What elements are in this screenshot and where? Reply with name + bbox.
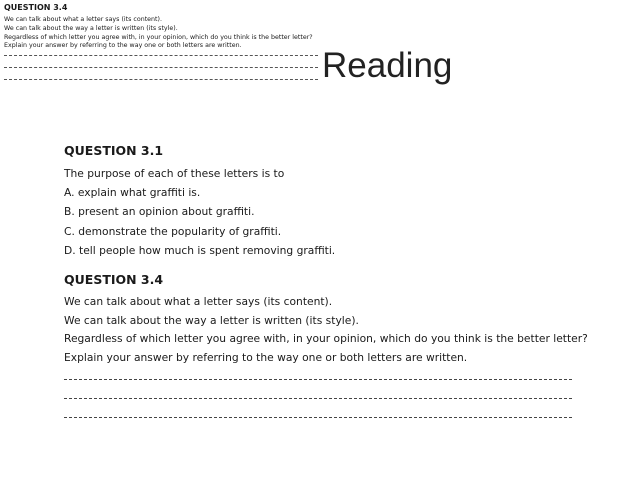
main-question-excerpt (64, 143, 588, 436)
answer-line (4, 79, 318, 91)
question-line: Explain your answer by referring to the way one or both letters are written. (64, 350, 468, 364)
question-line: We can talk about the way a letter is written (its style). (64, 313, 359, 327)
question-3-4-block (64, 272, 588, 436)
answer-option-b: B. present an opinion about graffiti. (64, 205, 255, 219)
answer-line (64, 398, 572, 417)
question-line: We can talk about what a letter says (its content). (4, 16, 162, 23)
question-stem: The purpose of each of these letters is to (64, 167, 285, 180)
answer-line (4, 67, 318, 79)
question-line: Explain your answer by referring to the way one or both letters are written. (4, 42, 242, 50)
question-line: We can talk about the way a letter is written (its style). (4, 24, 178, 32)
answer-option-d: D. tell people how much is spent removing graffiti. (64, 243, 336, 257)
answer-lines (4, 55, 318, 91)
slide-title: Reading (322, 46, 453, 85)
answer-line (64, 417, 572, 436)
question-line: We can talk about what a letter says (its content). (64, 295, 333, 309)
question-heading: QUESTION 3.4 (64, 272, 164, 288)
answer-lines (64, 379, 572, 436)
answer-option-c: C. demonstrate the popularity of graffiti. (64, 224, 282, 238)
answer-option-a: A. explain what graffiti is. (64, 186, 201, 200)
question-line: Regardless of which letter you agree with, in your opinion, which do you think is the better letter? (64, 332, 588, 346)
question-heading: QUESTION 3.4 (4, 3, 68, 12)
answer-line (64, 379, 572, 398)
question-line: Regardless of which letter you agree with, in your opinion, which do you think is the better letter? (4, 33, 313, 41)
answer-line (4, 55, 318, 67)
question-3-1-block (64, 143, 572, 260)
top-question-excerpt (4, 3, 318, 91)
question-heading: QUESTION 3.1 (64, 143, 164, 158)
